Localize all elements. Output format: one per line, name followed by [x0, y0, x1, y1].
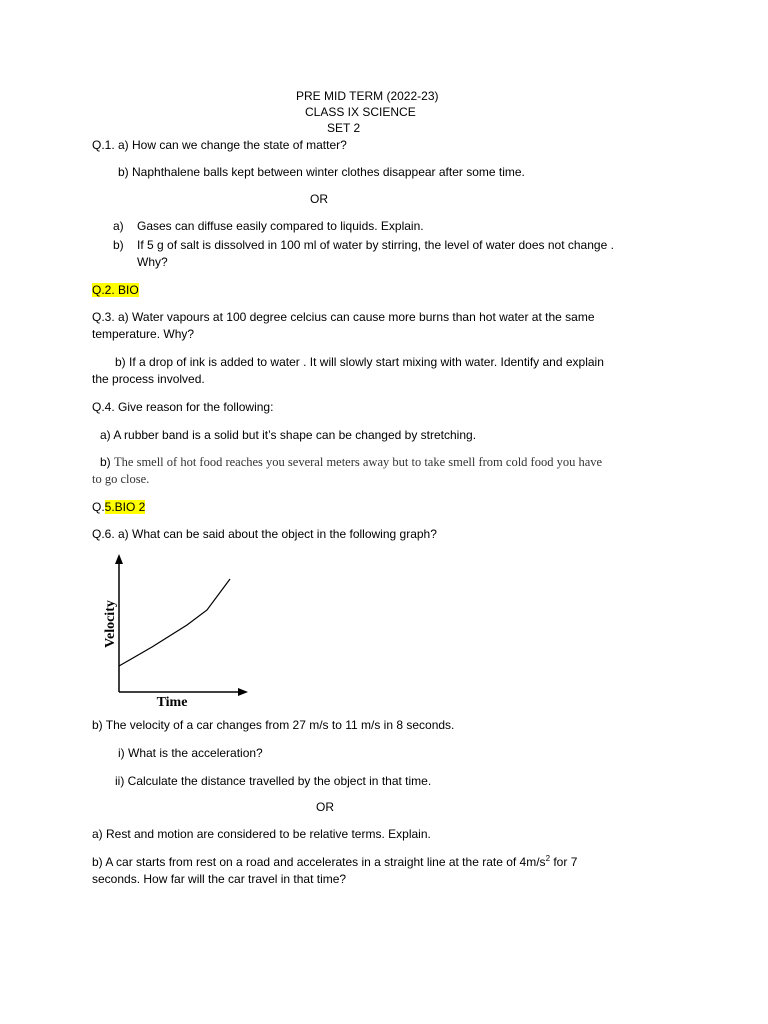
- q4-b-line1: [100, 454, 602, 470]
- q3-b-line1: b) If a drop of ink is added to water . It will slowly start mixing with water. Identify and explain: [115, 355, 604, 369]
- q6-b-ii: ii) Calculate the distance travelled by the object in that time.: [115, 774, 432, 788]
- q6-b-i: i) What is the acceleration?: [118, 746, 263, 760]
- q4-b-text: The smell of hot food reaches you several meters away but to take smell from cold food you have: [114, 455, 603, 469]
- q4-a: a) A rubber band is a solid but it’s shape can be changed by stretching.: [100, 428, 477, 442]
- q6-alt-b-superscript: 2: [545, 854, 551, 863]
- y-axis-label: Velocity: [103, 600, 118, 648]
- q4-b-label: b): [100, 455, 111, 469]
- q5-label: [92, 499, 145, 515]
- q3-a-line1: Q.3. a) Water vapours at 100 degree celcius can cause more burns than hot water at the same: [92, 310, 595, 324]
- paper-class: CLASS IX SCIENCE: [305, 105, 416, 119]
- q6-alt-b-line1: [92, 854, 577, 870]
- q1-alt-a: Gases can diffuse easily compared to liquids. Explain.: [137, 219, 424, 233]
- q2-label: [92, 282, 139, 298]
- q1-alt-b-label: b): [113, 238, 124, 252]
- q5-highlight: 5.BIO 2: [104, 500, 146, 514]
- q4-title: Q.4. Give reason for the following:: [92, 400, 274, 414]
- q3-b-line2: the process involved.: [92, 372, 205, 386]
- q6-alt-b-text: b) A car starts from rest on a road and accelerates in a straight line at the rate of 4m/s: [92, 855, 546, 869]
- q2-highlight: Q.2. BIO: [92, 283, 139, 297]
- q1-or: OR: [310, 192, 328, 206]
- velocity-line: [119, 579, 230, 666]
- paper-set: SET 2: [327, 121, 361, 135]
- q1-alt-b-line2: Why?: [137, 255, 168, 269]
- q5-prefix: Q.: [92, 500, 105, 514]
- velocity-time-graph: [92, 552, 262, 712]
- q6-alt-b-line2: seconds. How far will the car travel in that time?: [92, 872, 347, 886]
- q6-alt-b-text-end: for 7: [550, 855, 578, 869]
- x-axis-arrow: [238, 688, 248, 696]
- q6-a: Q.6. a) What can be said about the object in the following graph?: [92, 527, 437, 541]
- q1-b: b) Naphthalene balls kept between winter clothes disappear after some time.: [118, 165, 525, 179]
- q4-b-line2: to go close.: [92, 472, 150, 486]
- y-axis-arrow: [115, 554, 123, 564]
- q6-alt-a: a) Rest and motion are considered to be relative terms. Explain.: [92, 827, 431, 841]
- q6-or: OR: [316, 800, 334, 814]
- q3-a-line2: temperature. Why?: [92, 327, 195, 341]
- x-axis-label: Time: [156, 695, 188, 710]
- q1-alt-a-label: a): [113, 219, 124, 233]
- q6-b: b) The velocity of a car changes from 27 m/s to 11 m/s in 8 seconds.: [92, 718, 455, 732]
- q1-alt-b-line1: If 5 g of salt is dissolved in 100 ml of water by stirring, the level of water does not change .: [137, 238, 614, 252]
- paper-title: PRE MID TERM (2022-23): [296, 89, 439, 103]
- q1-a: Q.1. a) How can we change the state of matter?: [92, 138, 347, 152]
